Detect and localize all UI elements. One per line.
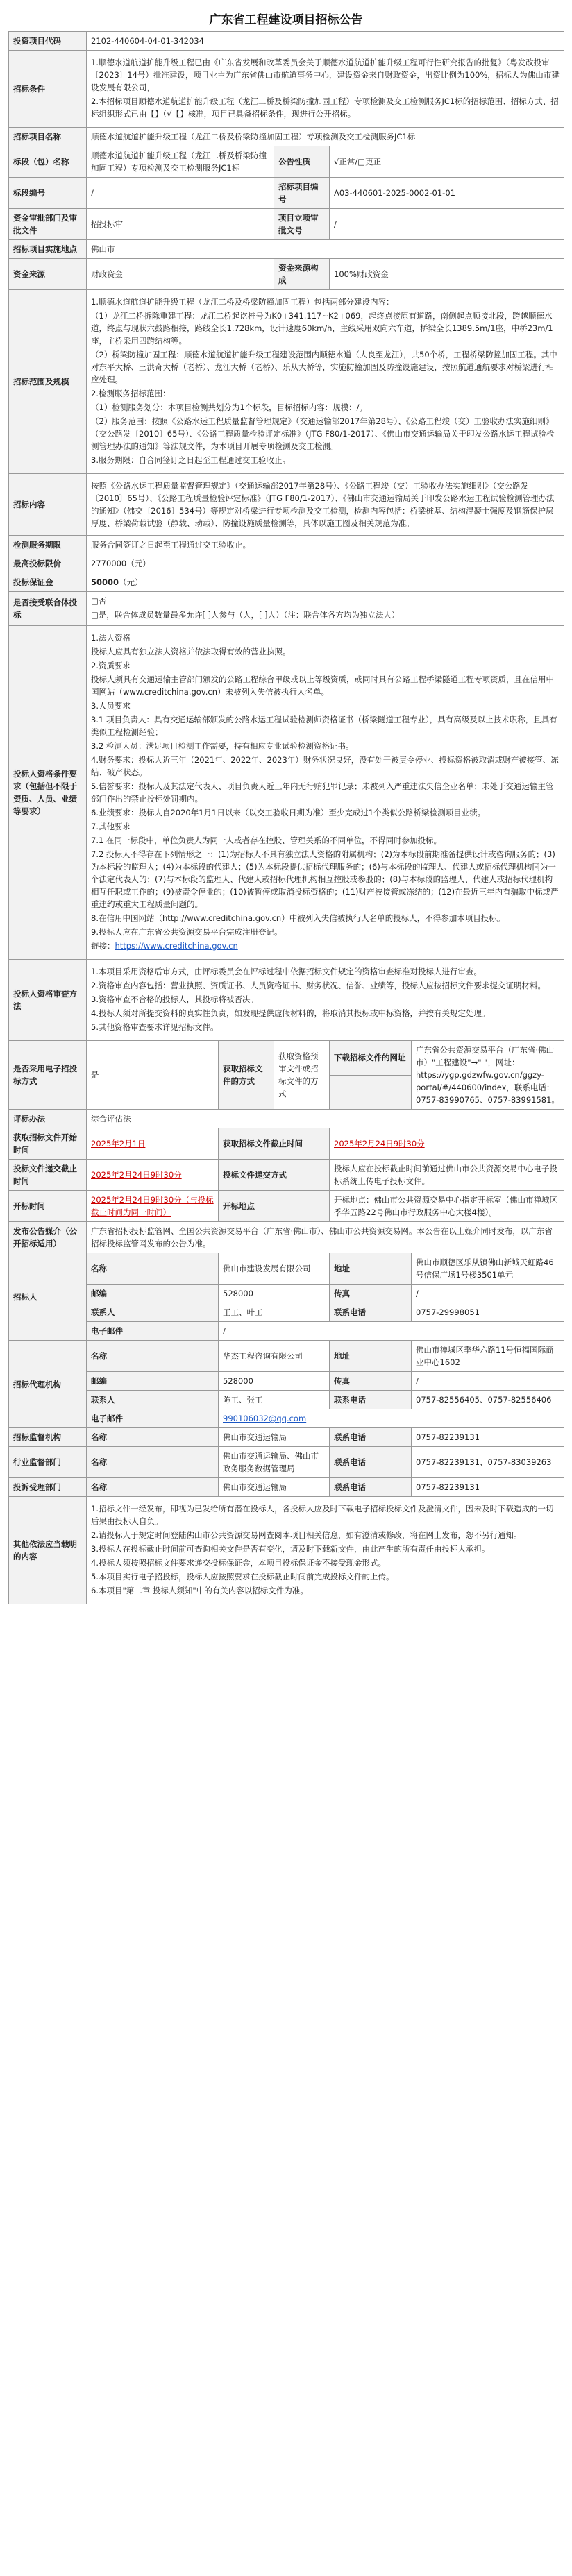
value-location: 佛山市 [87,240,564,259]
qual-item: 3.人员要求 [91,701,131,711]
label-open-place: 开标地点 [219,1191,330,1222]
value-max-price: 2770000（元） [87,554,564,573]
value-conditions [87,51,564,128]
row-funding [9,259,564,290]
label-section: 标段（包）名称 [9,146,87,178]
value-agency-fax: / [412,1372,564,1391]
row-supervisor [9,1428,564,1447]
scope-p5: （1）检测服务划分：本项目检测共划分为1个标段，目标招标内容：规模：/。 [91,402,368,412]
value-submit-method: 投标人应在投标截止时间前通过佛山市公共资源交易中心电子投标系统上传电子投标文件。 [330,1160,564,1191]
other-item: 2.请投标人于规定时间登陆佛山市公共资源交易网查阅本项目相关信息，如有澄清或修改，将在网上发布，恕不另行通知。 [91,1530,522,1540]
value-bond: 50000 [91,577,119,587]
value-tender-no: A03-440601-2025-0002-01-01 [330,178,564,209]
qual-item: 8.在信用中国网站（http://www.creditchina.gov.cn）中被列入失信被执行人名单的投标人，不得参加本项目投标。 [91,913,505,923]
row-project-code [9,32,564,51]
value-agency-contact: 陈工、张工 [219,1391,330,1409]
other-item: 5.本项目实行电子招投标，投标人应按照要求在投标截止时间前完成投标文件的上传。 [91,1572,394,1582]
label-scope: 招标范围及规模 [9,290,87,474]
value-agency-email[interactable]: 990106032@qq.com [219,1409,564,1428]
row-times-2 [9,1160,564,1191]
notice-table [8,31,564,1604]
label-tenderer-addr: 地址 [330,1253,412,1285]
label-qualification: 投标人资格条件要求（包括但不限于资质、人员、业绩等要求） [9,626,87,960]
value-section-no: / [87,178,274,209]
label-complaint-name: 名称 [87,1478,219,1497]
label-tenderer-phone: 联系电话 [330,1303,412,1322]
row-times-1 [9,1128,564,1160]
label-agency: 招标代理机构 [9,1341,87,1428]
notice-page [8,0,564,1604]
value-tenderer-name: 佛山市建设发展有限公司 [219,1253,330,1285]
qual-item: 7.1 在同一标段中，单位负责人为同一人或者存在控股、管理关系的不同单位，不得同时参加投标。 [91,836,441,845]
value-industry-name: 佛山市交通运输局、佛山市政务服务数据管理局 [219,1447,330,1478]
label-funding-structure: 资金来源构成 [274,259,330,290]
value-tenderer-email: / [219,1322,564,1341]
value-agency-zip: 528000 [219,1372,330,1391]
qual-item: 1.法人资格 [91,633,131,643]
review-item: 5.其他资格审查要求详见招标文件。 [91,1022,219,1032]
scope-p3: （2）桥梁防撞加固工程：顺德水道航道扩能升级工程建设范围内顺德水道（大良至龙江），共50个桥，工程桥梁防撞加固工程。其中对东平大桥、三洪奇大桥（老桥）、龙江大桥（老桥）、乐从大桥等，实施防撞加固及防撞设施建设，按照航道通航要求对桥梁进行相应处理。 [91,350,557,384]
label-complaint-phone: 联系电话 [330,1478,412,1497]
value-submit-deadline: 2025年2月24日9时30分 [87,1160,219,1191]
label-submit-deadline: 投标文件递交截止时间 [9,1160,87,1191]
label-obtain-end: 获取招标文件截止时间 [219,1128,330,1160]
label-consortium: 是否接受联合体投标 [9,592,87,626]
label-review: 投标人资格审查方法 [9,960,87,1041]
value-supervisor-name: 佛山市交通运输局 [219,1428,330,1447]
value-section: 顺德水道航道扩能升级工程（龙江二桥及桥梁防撞加固工程）专项检测及交工检测服务JC1标 [87,146,274,178]
row-project-name [9,128,564,146]
value-notice-type: √正常/□更正 [330,146,564,178]
review-item: 1.本项目采用资格后审方式，由评标委员会在评标过程中依据招标文件规定的资格审查标准对投标人进行审查。 [91,967,482,976]
qual-item: 2.资质要求 [91,661,131,670]
label-tenderer-name: 名称 [87,1253,219,1285]
row-tenderer-contact [9,1303,564,1322]
label-electronic: 是否采用电子招投标方式 [9,1041,87,1110]
value-approval: 招投标审 [87,209,274,240]
row-agency-email [9,1409,564,1428]
row-eval-method [9,1110,564,1128]
creditchina-link[interactable]: https://www.creditchina.gov.cn [115,941,238,951]
label-tender-no: 招标项目编号 [274,178,330,209]
label-download-site: 下载招标文件的网址 [330,1041,412,1076]
value-content: 按照《公路水运工程质量监督管理规定》（交通运输部2017年第28号）、《公路工程竣（交）工验收办法实施细则》（交公路发〔2010〕65号）、《公路工程质量检验评定标准》（JTG F80/1-2017）、《佛山市交通运输局关于印发公路水运工程试验检测管理办法的通知》（佛交〔2016〕534号）等规定对桥梁进行专项检测及交工检测，检测内容包括：桥梁桩基、结构混凝土强度及钢筋保护层厚度、桥梁荷载试验（静载、动载）、防撞设施质量检测等，具体以施工图及相关规范为准。 [87,474,564,536]
label-tenderer: 招标人 [9,1253,87,1341]
conditions-p2: 2.本招标项目顺德水道航道扩能升级工程（龙江二桥及桥梁防撞加固工程）专项检测及交工检测服务JC1标的招标范围、招标方式、招标组织形式已由【】（√【】核准，项目已具备招标条件，现进行公开招标。 [91,96,559,119]
other-item: 4.投标人须按照招标文件要求递交投标保证金，本项目投标保证金不接受现金形式。 [91,1558,386,1568]
value-other [87,1497,564,1604]
label-bond: 投标保证金 [9,573,87,592]
label-other: 其他依法应当载明的内容 [9,1497,87,1604]
label-supervisor-phone: 联系电话 [330,1428,412,1447]
label-agency-name: 名称 [87,1341,219,1372]
value-supervisor-phone: 0757-82239131 [412,1428,564,1447]
row-agency-contact [9,1391,564,1409]
scope-p7: 3.服务期限：自合同签订之日起至工程通过交工验收止。 [91,455,290,465]
qual-item: 4.财务要求：投标人近三年（2021年、2022年、2023年）财务状况良好，没有处于被责令停业、投标资格被取消或财产被接管、冻结、破产状态。 [91,755,559,777]
label-complaint: 投诉受理部门 [9,1478,87,1497]
label-notice-type: 公告性质 [274,146,330,178]
label-tenderer-email: 电子邮件 [87,1322,219,1341]
value-download-site[interactable]: 广东省公共资源交易平台（广东省·佛山市）"工程建设"→" "，网址：https://ygp.gdzwfw.gov.cn/ggzy-portal/#/440600/index，联系电话：0757-83990765、0757-83991581。 [412,1041,564,1110]
scope-p2: （1）龙江二桥拆除重建工程：龙江二桥起讫桩号为K0+341.117~K2+069，起终点接原有道路，南侧起点顺接北段，跨越顺德水道，终点与现状六鼓路相接，路线全长1.728km，设计速度60km/h，主线采用双向六车道，桥梁全长1389.5m/1座，中桥23m/1座，主桥采用四跨结构等。 [91,311,553,346]
scope-p1: 1.顺德水道航道扩能升级工程（龙江二桥及桥梁防撞加固工程）包括两部分建设内容： [91,297,394,307]
value-funding-structure: 100%财政资金 [330,259,564,290]
label-agency-email: 电子邮件 [87,1409,219,1428]
scope-p4: 2.检测服务招标范围： [91,389,171,398]
row-publish [9,1222,564,1253]
row-agency-zip [9,1372,564,1391]
qual-item: 7.其他要求 [91,822,131,831]
consortium-no: □否 [91,596,107,606]
value-tenderer-phone: 0757-29998051 [412,1303,564,1322]
other-item: 1.招标文件一经发布，即视为已发给所有潜在投标人，各投标人应及时下载电子招标投标文件及澄清文件，因未及时下载造成的一切后果由投标人自负。 [91,1504,554,1526]
qual-item: 3.1 项目负责人：具有交通运输部颁发的公路水运工程试验检测师资格证书（桥梁隧道工程专业），具有高级及以上技术职称，且具有类似工程检测经验； [91,715,557,737]
label-agency-phone: 联系电话 [330,1391,412,1409]
value-funding: 财政资金 [87,259,274,290]
value-agency-phone: 0757-82556405、0757-82556406 [412,1391,564,1409]
row-max-price [9,554,564,573]
value-open-time: 2025年2月24日9时30分（与投标截止时间为同一时间） [87,1191,219,1222]
value-agency-name: 华杰工程咨询有限公司 [219,1341,330,1372]
label-conditions: 招标条件 [9,51,87,128]
qual-item: 5.信誉要求：投标人及其法定代表人、项目负责人近三年内无行贿犯罪记录；未被列入严重违法失信企业名单；未处于交通运输主管部门作出的禁止投标处罚期内。 [91,781,554,804]
label-project-name: 招标项目名称 [9,128,87,146]
qual-item: 投标人应具有独立法人资格并依法取得有效的营业执照。 [91,647,291,656]
value-approval-no: / [330,209,564,240]
row-evaluation [9,960,564,1041]
consortium-note: □是，联合体成员数量最多允许[ ]人参与（人，[ ]人）（注：联合体各方均为独立法人） [91,610,400,620]
value-complaint-name: 佛山市交通运输局 [219,1478,330,1497]
row-other [9,1497,564,1604]
other-item: 3.投标人在投标截止时间前可查询相关文件是否有变化，请及时下载新文件，由此产生的所有责任由投标人承担。 [91,1544,490,1554]
row-period [9,536,564,554]
label-agency-contact: 联系人 [87,1391,219,1409]
value-open-place: 开标地点：佛山市公共资源交易中心指定开标室（佛山市禅城区季华五路22号佛山市行政服务中心大楼4楼）。 [330,1191,564,1222]
row-qualification [9,626,564,960]
label-eval-method: 评标办法 [9,1110,87,1128]
label-funding: 资金来源 [9,259,87,290]
label-obtain-method: 获取招标文件的方式 [219,1041,274,1110]
label-tenderer-contact: 联系人 [87,1303,219,1322]
label-publish: 发布公告媒介（公开招标适用） [9,1222,87,1253]
value-electronic: 是 [87,1041,219,1110]
value-consortium [87,592,564,626]
label-submit-method: 投标文件递交方式 [219,1160,330,1191]
label-download-site-2 [330,1075,412,1110]
value-bond-unit: （元） [119,577,143,587]
row-scope [9,290,564,474]
value-review [87,960,564,1041]
label-project-code: 投资项目代码 [9,32,87,51]
qual-item: 6.业绩要求：投标人自2020年1月1日以来（以交工验收日期为准）至少完成过1个类似公路桥梁检测项目业绩。 [91,808,486,817]
qual-item: 3.2 检测人员：满足项目检测工作需要，持有相应专业试验检测资格证书。 [91,741,354,751]
row-industry [9,1447,564,1478]
row-tenderer-zip [9,1285,564,1303]
label-tenderer-fax: 传真 [330,1285,412,1303]
value-obtain-start: 2025年2月1日 [87,1128,219,1160]
label-agency-addr: 地址 [330,1341,412,1372]
review-item: 2.资格审查内容包括：营业执照、资质证书、人员资格证书、财务状况、信誉、业绩等，投标人应按招标文件要求提交证明材料。 [91,981,546,990]
row-procedure [9,178,564,209]
row-complaint [9,1478,564,1497]
row-conditions [9,51,564,128]
value-tenderer-addr: 佛山市顺德区乐从镇佛山新城天虹路46号信保广场1号楼3501单元 [412,1253,564,1285]
value-obtain-end: 2025年2月24日9时30分 [330,1128,564,1160]
review-item: 4.投标人须对所提交资料的真实性负责，如发现提供虚假材料的，将取消其投标或中标资格，并按有关规定处理。 [91,1008,490,1018]
value-publish: 广东省招标投标监管网、全国公共资源交易平台（广东省·佛山市）、佛山市公共资源交易网。本公告在以上媒介同时发布，以广东省招标投标监管网发布的公告为准。 [87,1222,564,1253]
value-qualification [87,626,564,960]
qual-item: 9.投标人应在广东省公共资源交易平台完成注册登记。 [91,927,283,937]
label-agency-fax: 传真 [330,1372,412,1391]
label-approval-no: 项目立项审批文号 [274,209,330,240]
label-section-no: 标段编号 [9,178,87,209]
row-agency-name [9,1341,564,1372]
label-max-price: 最高投标限价 [9,554,87,573]
label-supervisor-name: 名称 [87,1428,219,1447]
row-electronic [9,1041,564,1076]
other-item: 6.本项目"第二章 投标人须知"中的有关内容以招标文件为准。 [91,1586,308,1595]
row-section [9,146,564,178]
label-tenderer-zip: 邮编 [87,1285,219,1303]
qual-item: 7.2 投标人不得存在下列情形之一：(1)为招标人不具有独立法人资格的附属机构；(2)为本标段前期准备提供设计或咨询服务的；(3)为本标段的监理人；(4)为本标段的代建人；(5)为本标段提供招标代理服务的；(6)与本标段的监理人、代建人或招标代理机构同为一个法定代表人的；(7)与本标段的监理人、代建人或招标代理机构相互控股或参股的；(8)与本标段的监理人、代建人或招标代理机构相互任职或工作的；(9)被责令停业的；(10)被暂停或取消投标资格的；(11)财产被接管或冻结的；(12)在最近三年内有骗取中标或严重违约或重大工程质量问题的。 [91,849,559,909]
row-times-3 [9,1191,564,1222]
label-supervisor: 招标监督机构 [9,1428,87,1447]
label-open-time: 开标时间 [9,1191,87,1222]
value-bond-cell [87,573,564,592]
row-tenderer-name [9,1253,564,1285]
label-obtain-start: 获取招标文件开始时间 [9,1128,87,1160]
row-content [9,474,564,536]
page-title: 广东省工程建设项目招标公告 [209,13,363,27]
row-consortium [9,592,564,626]
row-approval [9,209,564,240]
value-tenderer-contact: 王工、叶工 [219,1303,330,1322]
scope-p6: （2）服务范围：按照《公路水运工程质量监督管理规定》（交通运输部2017年第28号）、《公路工程竣（交）工验收办法实施细则》（交公路发〔2010〕65号）、《公路工程质量检验评定标准》（JTG F80/1-2017）、《佛山市交通运输局关于印发公路水运工程试验检测管理办法的通知》等法规文件，为本项目开展专项检测及交工检测。 [91,416,555,451]
value-eval-method: 综合评估法 [87,1110,564,1128]
value-agency-addr: 佛山市禅城区季华六路11号恒福国际商业中心1602 [412,1341,564,1372]
conditions-p1: 1.顺德水道航道扩能升级工程已由《广东省发展和改革委员会关于顺德水道航道扩能升级工程可行性研究报告的批复》（粤发改投审〔2023〕14号）批准建设，项目业主为广东省佛山市航道事务中心，建设资金来自财政资金，出资比例为100%，招标人为佛山市建设发展有限公司， [91,58,560,92]
value-project-code: 2102-440604-04-01-342034 [87,32,564,51]
row-tenderer-email [9,1322,564,1341]
value-period: 服务合同签订之日起至工程通过交工验收止。 [87,536,564,554]
row-bond [9,573,564,592]
value-project-name: 顺德水道航道扩能升级工程（龙江二桥及桥梁防撞加固工程）专项检测及交工检测服务JC1标 [87,128,564,146]
label-industry: 行业监督部门 [9,1447,87,1478]
value-industry-phone: 0757-82239131、0757-83039263 [412,1447,564,1478]
label-industry-phone: 联系电话 [330,1447,412,1478]
value-scope [87,290,564,474]
review-item: 3.资格审查不合格的投标人，其投标将被否决。 [91,994,258,1004]
value-complaint-phone: 0757-82239131 [412,1478,564,1497]
value-tenderer-fax: / [412,1285,564,1303]
label-period: 检测服务期限 [9,536,87,554]
qual-link-line: 链接：https://www.creditchina.gov.cn [91,941,238,951]
label-location: 招标项目实施地点 [9,240,87,259]
label-approval: 资金审批部门及审批文件 [9,209,87,240]
label-content: 招标内容 [9,474,87,536]
row-location [9,240,564,259]
label-agency-zip: 邮编 [87,1372,219,1391]
value-obtain-method: 获取资格预审文件或招标文件的方式 [274,1041,330,1110]
qual-item: 投标人须具有交通运输主管部门颁发的公路工程综合甲级或以上等级资质，或同时具有公路工程桥梁隧道工程专项资质，且在信用中国网站（www.creditchina.gov.cn）未被列入失信被执行人名单。 [91,675,554,697]
label-industry-name: 名称 [87,1447,219,1478]
value-tenderer-zip: 528000 [219,1285,330,1303]
